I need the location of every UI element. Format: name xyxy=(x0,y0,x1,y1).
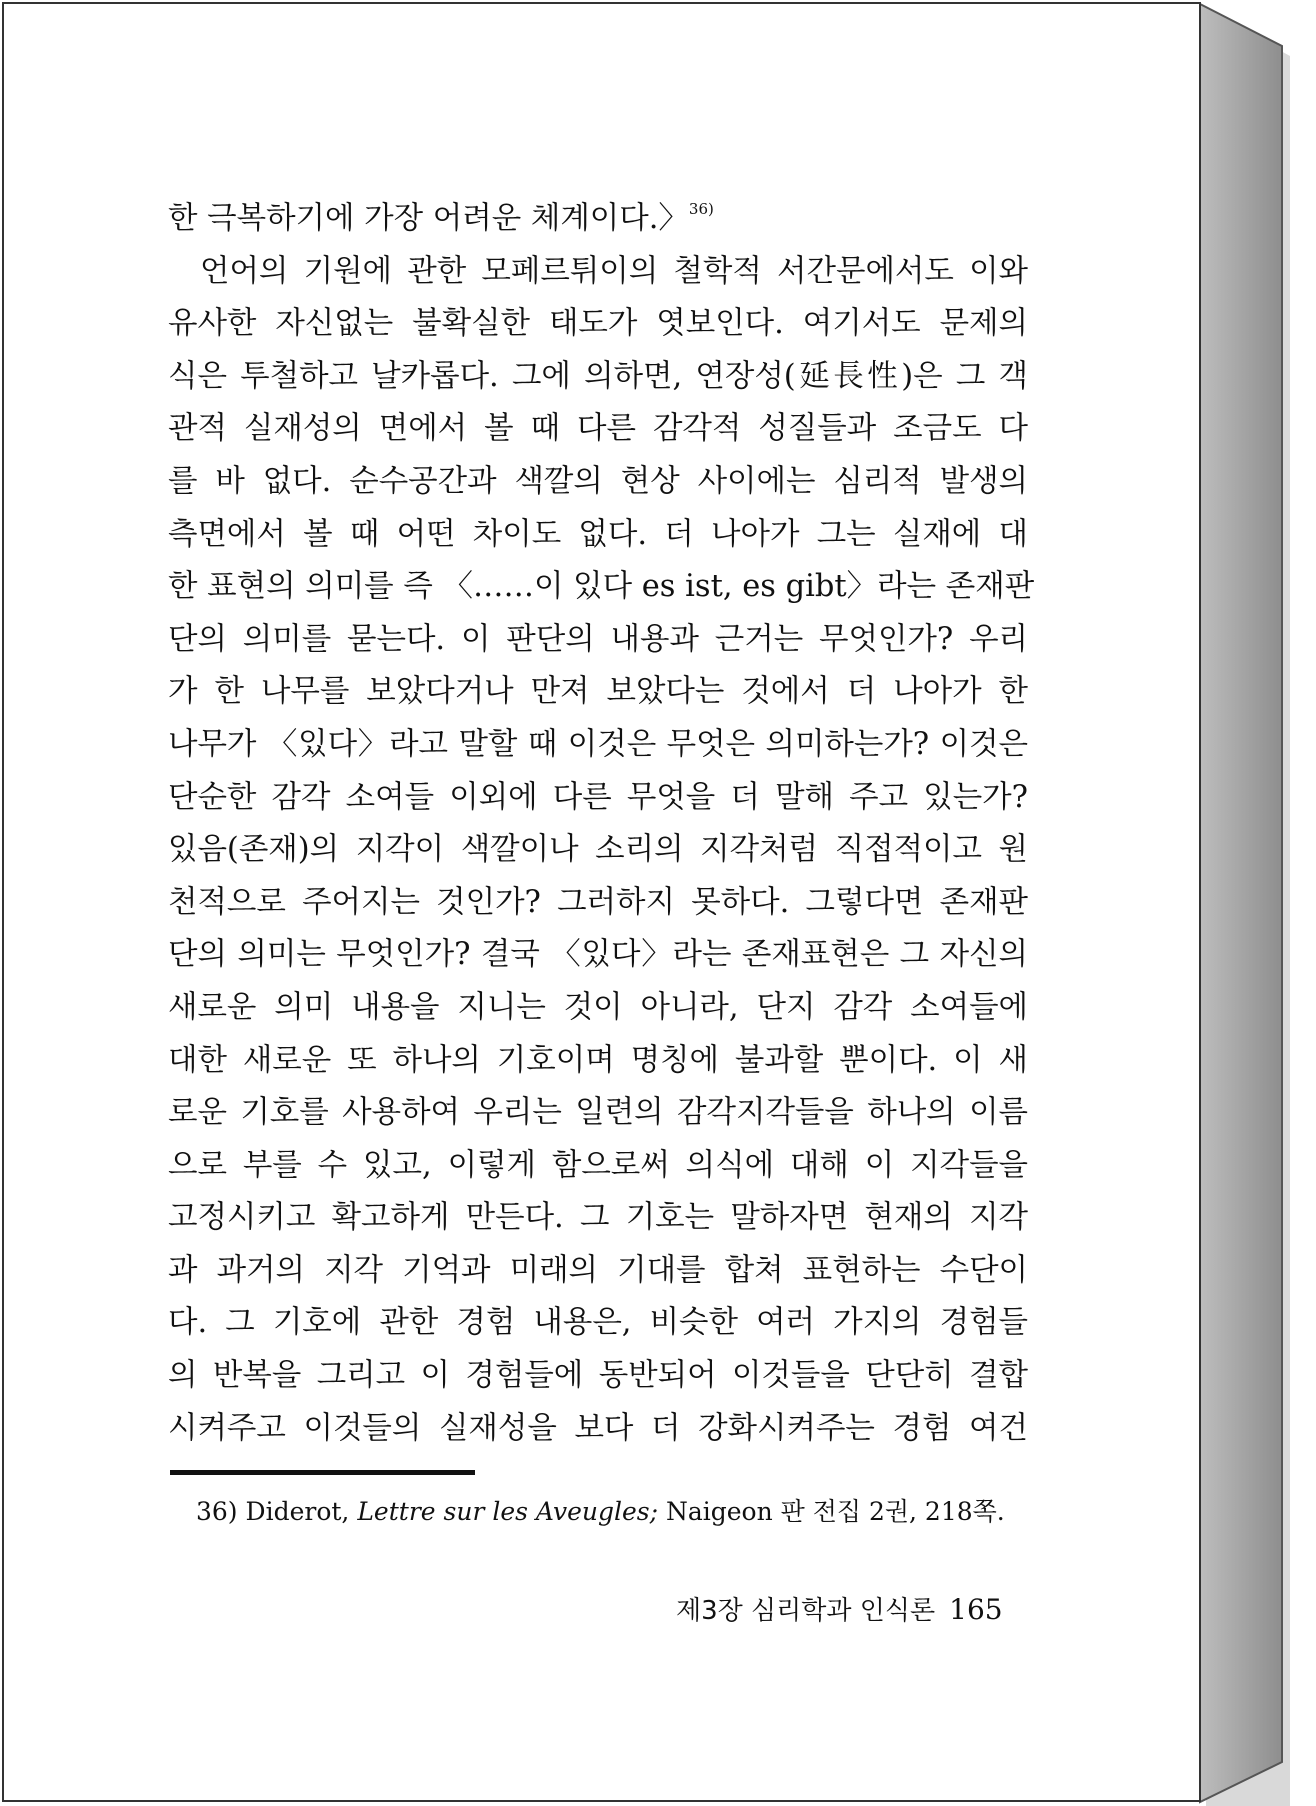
text-line: 과 과거의 지각 기억과 미래의 기대를 합쳐 표현하는 수단이 xyxy=(168,1252,1028,1288)
text-line: 한 극복하기에 가장 어려운 체계이다.〉$^{36)}$ xyxy=(168,199,714,236)
text-line: 의 반복을 그리고 이 경험들에 동반되어 이것들을 단단히 결합 xyxy=(168,1358,1028,1394)
text-line: 언어의 기원에 관한 모페르튀이의 철학적 서간문에서도 이와 xyxy=(200,253,1028,289)
text-line: 새로운 의미 내용을 지니는 것이 아니라, 단지 감각 소여들에 xyxy=(168,989,1028,1025)
text-line: 으로 부를 수 있고, 이렇게 함으로써 의식에 대해 이 지각들을 xyxy=(168,1147,1028,1183)
text-line: 식은 투철하고 날카롭다. 그에 의하면, 연장성(延長性)은 그 객 xyxy=(168,358,1028,394)
footnote xyxy=(196,1492,1005,1528)
text-line: 유사한 자신없는 불확실한 태도가 엿보인다. 여기서도 문제의 xyxy=(168,306,1028,342)
text-line: 를 바 없다. 순수공간과 색깔의 현상 사이에는 심리적 발생의 xyxy=(168,463,1028,499)
text-line: 대한 새로운 또 하나의 기호이며 명칭에 불과할 뿐이다. 이 새 xyxy=(168,1042,1028,1078)
text-line: 고정시키고 확고하게 만든다. 그 기호는 말하자면 현재의 지각 xyxy=(168,1200,1028,1236)
text-line: 단의 의미를 묻는다. 이 판단의 내용과 근거는 무엇인가? 우리 xyxy=(168,621,1028,657)
body-text xyxy=(168,193,1035,1455)
footnote-rest: Naigeon 판 전집 2권, 218쪽. xyxy=(665,1497,1005,1526)
text-line: 단순한 감각 소여들 이외에 다른 무엇을 더 말해 주고 있는가? xyxy=(168,779,1028,815)
book-edge xyxy=(1200,4,1282,1802)
chapter-title: 제3장 심리학과 인식론 xyxy=(676,1596,936,1626)
text-line: 관적 실재성의 면에서 볼 때 다른 감각적 성질들과 조금도 다 xyxy=(168,411,1028,447)
footnote-author: Diderot, xyxy=(245,1497,350,1526)
page-number: 165 xyxy=(949,1593,1003,1626)
footnote-reference: 36) xyxy=(688,199,714,218)
text-line: 한 표현의 의미를 즉 〈……이 있다 es ist, es gibt〉라는 존재판 xyxy=(168,569,1035,605)
running-footer xyxy=(676,1590,1006,1627)
footnote-title: Lettre sur les Aveugles; xyxy=(357,1497,659,1526)
text-line: 단의 의미는 무엇인가? 결국 〈있다〉라는 존재표현은 그 자신의 xyxy=(168,937,1028,973)
text-line: 있음(존재)의 지각이 색깔이나 소리의 지각처럼 직접적이고 원 xyxy=(168,832,1028,868)
text-line: 다. 그 기호에 관한 경험 내용은, 비슷한 여러 가지의 경험들 xyxy=(168,1305,1028,1341)
text-line: 시켜주고 이것들의 실재성을 보다 더 강화시켜주는 경험 여건 xyxy=(168,1410,1028,1446)
text-line: 로운 기호를 사용하여 우리는 일련의 감각지각들을 하나의 이름 xyxy=(168,1095,1028,1131)
text-line: 나무가 〈있다〉라고 말할 때 이것은 무엇은 의미하는가? 이것은 xyxy=(168,726,1028,762)
footnote-rule xyxy=(170,1470,475,1475)
text-line: 천적으로 주어지는 것인가? 그러하지 못하다. 그렇다면 존재판 xyxy=(168,884,1028,920)
text-line: 측면에서 볼 때 어떤 차이도 없다. 더 나아가 그는 실재에 대 xyxy=(168,516,1028,552)
text-line: 가 한 나무를 보았다거나 만져 보았다는 것에서 더 나아가 한 xyxy=(168,674,1028,710)
footnote-number: 36) xyxy=(196,1497,238,1526)
